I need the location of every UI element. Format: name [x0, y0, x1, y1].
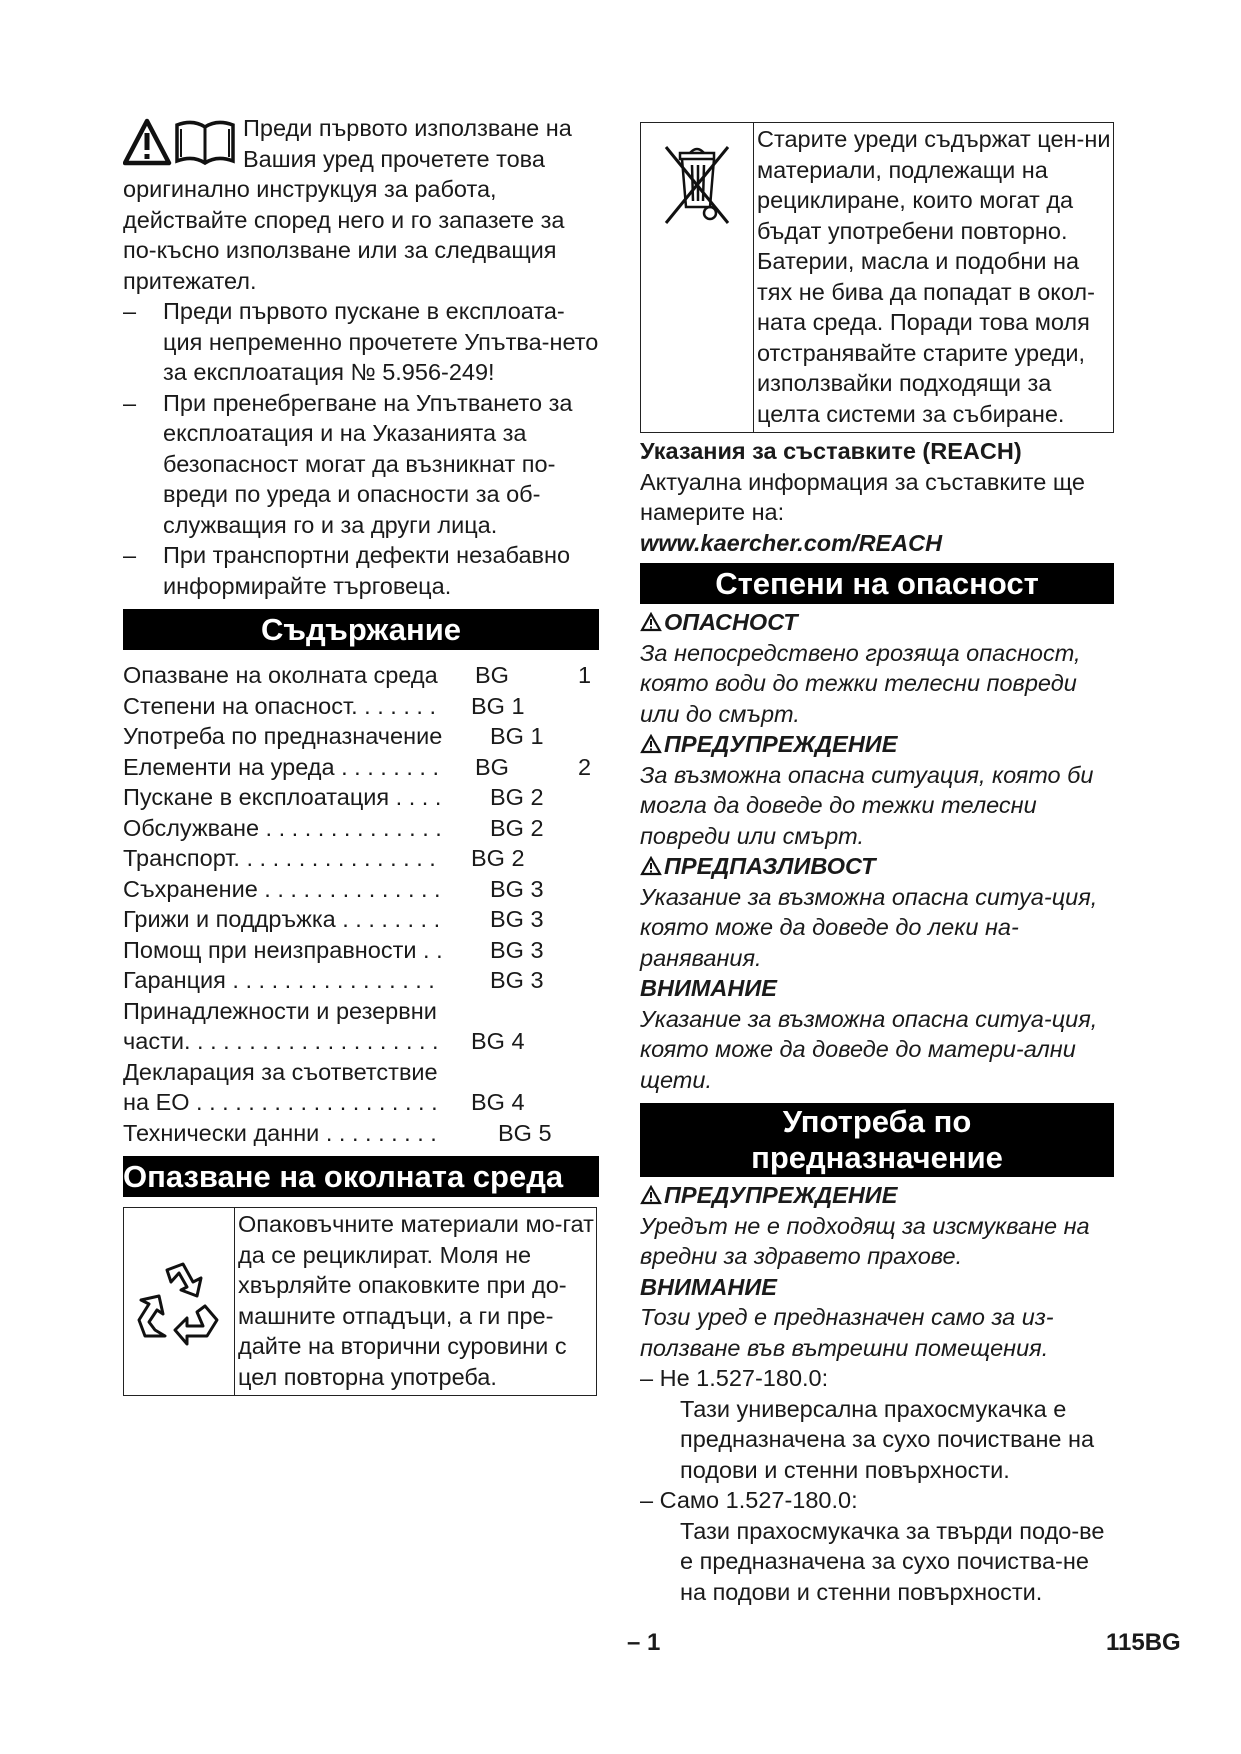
page-number: – 1 [627, 1629, 661, 1656]
warning-text: За възможна опасна ситуация, която би могла да доведе до тежки телесни повреди или смърт. [640, 761, 1094, 849]
toc-entry[interactable]: Помощ при неизправности . . BG 3 [123, 936, 544, 963]
list-item: – Преди първото пускане в експлоата-ция непременно прочетете Упътва-нето за експлоатация № 5.956-249! [123, 296, 599, 388]
toc-entry[interactable]: Съхранение . . . . . . . . . . . . . . BG 3 [123, 875, 544, 902]
old-devices-text: Старите уреди съдържат цен-ни материали, подлежащи на рециклиране, които могат да бъдат употребени повторно. Батерии, масла и подобни на тях не бива да попадат в окол-ната среда. Поради това моля отстранявайте старите уреди, използвайки подходящи за целта системи за събиране. [757, 126, 1111, 427]
warning-triangle-icon [640, 1185, 662, 1205]
toc-entry[interactable]: Технически данни . . . . . . . . . BG 5 [123, 1119, 552, 1146]
crossed-bin-icon [641, 123, 754, 432]
recycle-icon [124, 1208, 235, 1395]
toc-entry[interactable]: Опазване на околната среда BG 1 [123, 662, 592, 688]
use-warning-title: ПРЕДУПРЕЖДЕНИЕ [640, 1180, 1114, 1211]
toc-entry[interactable]: Обслужване . . . . . . . . . . . . . . BG 2 [123, 814, 544, 841]
warning-manual-icon [123, 117, 239, 171]
warning-title: ПРЕДУПРЕЖДЕНИЕ [640, 729, 1114, 760]
variant-2-text: Тази прахосмукачка за твърди подо-ве е предназначена за сухо почиства-не на подови и стенни повърхности. [680, 1517, 1105, 1605]
use-note-title: ВНИМАНИЕ [640, 1273, 777, 1300]
table-of-contents [123, 660, 599, 1148]
use-warning-text: Уредът не е подходящ за изсмукване на вредни за здравето прахове. [640, 1212, 1090, 1269]
environment-heading: Опазване на околната среда [123, 1156, 599, 1197]
toc-entry[interactable]: Транспорт. . . . . . . . . . . . . . . . BG 2 [123, 845, 525, 871]
toc-entry[interactable]: Елементи на уреда . . . . . . . . BG 2 [123, 753, 592, 780]
intro-list [123, 296, 599, 601]
right-column [640, 120, 1114, 1607]
reach-text: Актуална информация за съставките ще намерите на: [640, 468, 1085, 525]
toc-entry[interactable]: на ЕО . . . . . . . . . . . . . . . . . . . BG 4 [123, 1089, 525, 1115]
packaging-box [123, 1207, 597, 1396]
danger-levels-list [640, 607, 1114, 1095]
left-column [123, 113, 599, 1396]
toc-entry[interactable]: Гаранция . . . . . . . . . . . . . . . . BG 3 [123, 967, 544, 993]
intro-section [123, 113, 599, 601]
toc-entry[interactable]: Декларация за съответствие [123, 1058, 438, 1085]
list-item: – При транспортни дефекти незабавно информирайте търговеца. [123, 540, 599, 601]
intended-use-section [640, 1180, 1114, 1607]
caution-text: Указание за възможна опасна ситуа-ция, която може да доведе до леки на-ранявания. [640, 883, 1098, 971]
danger-text: За непосредствено грозяща опасност, която води до тежки телесни повреди или до смърт. [640, 639, 1081, 727]
toc-entry[interactable]: Употреба по предназначение BG 1 [123, 723, 544, 749]
attention-title: ВНИМАНИЕ [640, 975, 777, 1001]
old-devices-box [640, 122, 1114, 433]
warning-triangle-icon [640, 734, 662, 754]
intended-use-heading: Употреба по предназначение [640, 1103, 1114, 1177]
toc-entry[interactable]: Степени на опасност. . . . . . . BG 1 [123, 692, 525, 719]
page-code: 115BG [1106, 1629, 1181, 1656]
toc-entry[interactable]: Принадлежности и резервни [123, 997, 437, 1024]
variant-1-text: Тази универсална прахосмукачка е предназначена за сухо почистване на подови и стенни повърхности. [680, 1395, 1095, 1483]
warning-triangle-icon [640, 612, 662, 632]
reach-heading: Указания за съставките (REACH) [640, 438, 1022, 464]
variant-2-label: – Само 1.527-180.0: [640, 1487, 858, 1513]
reach-link[interactable]: www.kaercher.com/REACH [640, 529, 943, 556]
toc-entry[interactable]: части. . . . . . . . . . . . . . . . . . . . BG 4 [123, 1028, 525, 1054]
variant-1-label: – Не 1.527-180.0: [640, 1365, 829, 1391]
toc-entry[interactable]: Пускане в експлоатация . . . . BG 2 [123, 784, 544, 810]
packaging-text: Опаковъчните материали мо-гат да се рециклират. Моля не хвърляйте опаковките при до-машните отпадъци, а ги пре-дайте на вторични суровини с цел повторна употреба. [238, 1211, 594, 1390]
danger-title: ОПАСНОСТ [640, 607, 1114, 638]
caution-title: ПРЕДПАЗЛИВОСТ [640, 851, 1114, 882]
toc-entry[interactable]: Грижи и поддръжка . . . . . . . . BG 3 [123, 906, 544, 932]
attention-text: Указание за възможна опасна ситуа-ция, която може да доведе до матери-ални щети. [640, 1005, 1098, 1093]
warning-triangle-icon [640, 856, 662, 876]
intro-text-first: Преди първото използване на Вашия уред прочетете това [243, 115, 572, 172]
use-note-text: Този уред е предназначен само за из-ползване във вътрешни помещения. [640, 1304, 1054, 1361]
list-item: – При пренебрегване на Упътването за експлоатация и на Указанията за безопасност могат да възникнат по-вреди по уреда и опасности за об-служващия го и за други лица. [123, 388, 599, 541]
contents-heading: Съдържание [123, 609, 599, 650]
danger-levels-heading: Степени на опасност [640, 563, 1114, 604]
intro-text-rest: оригинално инструкцуя за работа, действайте според него и го запазете за по-късно използване или за следващия притежател. [123, 176, 565, 294]
